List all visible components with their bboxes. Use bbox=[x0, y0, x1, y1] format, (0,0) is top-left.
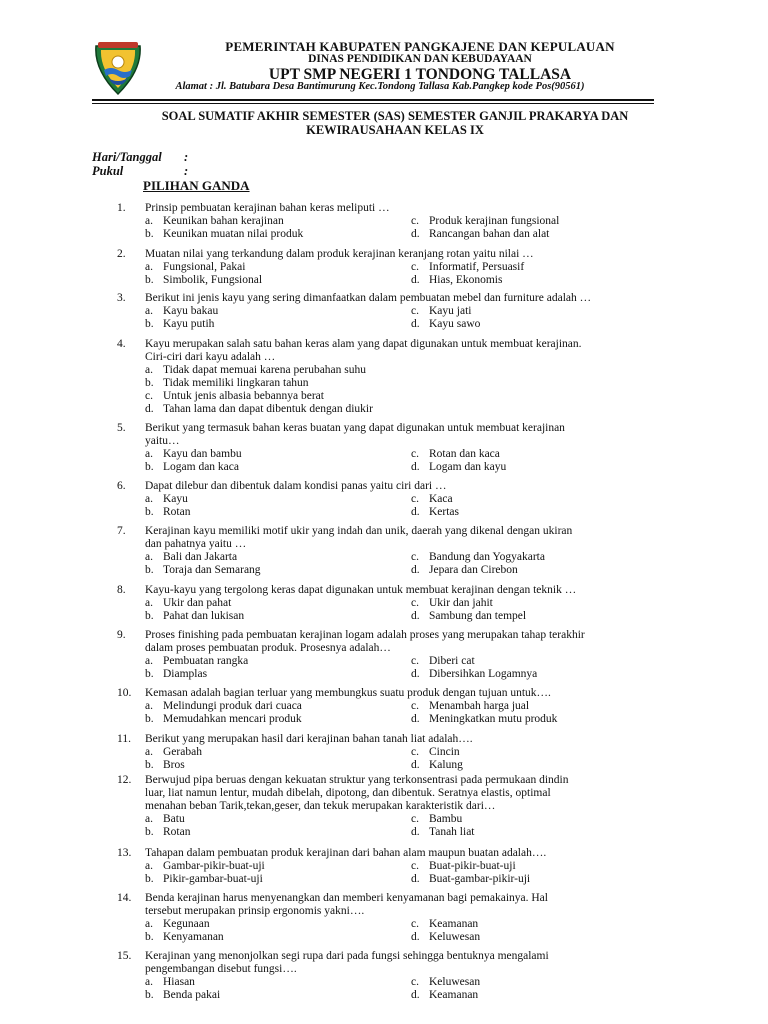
option-letter: d. bbox=[145, 403, 154, 415]
answer-option bbox=[411, 215, 559, 228]
option-text: Kertas bbox=[429, 506, 460, 518]
letterhead-department: DINAS PENDIDIKAN DAN KEBUDAYAAN bbox=[308, 53, 532, 65]
answer-option-row bbox=[145, 746, 676, 759]
option-letter: c. bbox=[145, 390, 153, 402]
letterhead-school: UPT SMP NEGERI 1 TONDONG TALLASA bbox=[268, 66, 572, 83]
answer-options bbox=[145, 746, 676, 772]
option-letter: b. bbox=[145, 506, 154, 518]
time-label: Pukul bbox=[92, 164, 124, 178]
option-letter: b. bbox=[145, 826, 154, 838]
option-letter: b. bbox=[145, 759, 154, 771]
answer-option bbox=[145, 403, 373, 416]
option-text: Melindungi produk dari cuaca bbox=[163, 700, 302, 712]
question-text-line: dan pahatnya yaitu … bbox=[145, 538, 247, 550]
answer-options bbox=[145, 448, 676, 474]
option-text: Gerabah bbox=[163, 746, 202, 758]
answer-options bbox=[145, 597, 676, 623]
question-text bbox=[145, 629, 676, 655]
letterhead-government: PEMERINTAH KABUPATEN PANGKAJENE DAN KEPULAUAN bbox=[225, 39, 615, 54]
answer-option bbox=[411, 493, 453, 506]
answer-option bbox=[411, 318, 480, 331]
question-text-line: Kayu merupakan salah satu bahan keras alam yang dapat digunakan untuk membuat kerajinan. bbox=[145, 338, 582, 350]
question-text-line: Dapat dilebur dan dibentuk dalam kondisi panas yaitu ciri dari … bbox=[145, 480, 447, 492]
answer-options bbox=[145, 261, 676, 287]
option-text: Pikir-gambar-buat-uji bbox=[163, 873, 263, 885]
answer-option-row bbox=[145, 305, 676, 318]
option-text: Kalung bbox=[429, 759, 463, 771]
answer-option-row bbox=[145, 976, 676, 989]
question-text bbox=[145, 584, 676, 597]
option-letter: c. bbox=[411, 655, 419, 667]
option-letter: a. bbox=[145, 493, 153, 505]
option-letter: a. bbox=[145, 976, 153, 988]
option-letter: a. bbox=[145, 860, 153, 872]
option-letter: d. bbox=[411, 506, 420, 518]
option-letter: c. bbox=[411, 700, 419, 712]
answer-option bbox=[411, 713, 557, 726]
question-number: 3. bbox=[117, 292, 126, 304]
answer-option bbox=[411, 700, 529, 713]
option-letter: b. bbox=[145, 610, 154, 622]
time-field bbox=[92, 164, 188, 179]
option-letter: c. bbox=[411, 551, 419, 563]
option-text: Ukir dan jahit bbox=[429, 597, 493, 609]
option-text: Kayu sawo bbox=[429, 318, 481, 330]
option-text: Bandung dan Yogyakarta bbox=[429, 551, 545, 563]
answer-option bbox=[145, 700, 302, 713]
option-text: Kayu dan bambu bbox=[163, 448, 242, 460]
question-text-line: Prinsip pembuatan kerajinan bahan keras meliputi … bbox=[145, 202, 390, 214]
exam-title-line-2: KEWIRAUSAHAAN KELAS IX bbox=[306, 123, 484, 137]
question-text-line: yaitu… bbox=[145, 435, 180, 447]
answer-option bbox=[145, 564, 261, 577]
answer-option bbox=[145, 390, 324, 403]
option-text: Keluwesan bbox=[429, 931, 481, 943]
question-number: 12. bbox=[117, 774, 132, 786]
option-letter: a. bbox=[145, 655, 153, 667]
option-letter: a. bbox=[145, 215, 153, 227]
answer-options bbox=[145, 860, 676, 886]
question-text bbox=[145, 202, 676, 215]
answer-option bbox=[145, 461, 239, 474]
question-text-line: Berikut yang termasuk bahan keras buatan yang dapat digunakan untuk membuat kerajinan bbox=[145, 422, 565, 434]
question-text-line: Benda kerajinan harus menyenangkan dan memberi kenyamanan bagi pemakainya. Hal bbox=[145, 892, 548, 904]
question-text-line: Ciri-ciri dari kayu adalah … bbox=[145, 351, 276, 363]
option-text: Bros bbox=[163, 759, 185, 771]
option-letter: c. bbox=[411, 813, 419, 825]
exam-title bbox=[92, 109, 698, 137]
exam-title-line-1: SOAL SUMATIF AKHIR SEMESTER (SAS) SEMESTER GANJIL PRAKARYA DAN bbox=[161, 109, 629, 123]
answer-option bbox=[411, 274, 502, 287]
answer-options bbox=[145, 700, 676, 726]
option-text: Kenyamanan bbox=[163, 931, 224, 943]
option-text: Rotan dan kaca bbox=[429, 448, 500, 460]
option-text: Untuk jenis albasia bebannya berat bbox=[163, 390, 324, 402]
answer-option-row bbox=[145, 551, 676, 564]
section-heading: PILIHAN GANDA bbox=[143, 178, 250, 193]
answer-option bbox=[411, 551, 545, 564]
question-text bbox=[145, 774, 676, 813]
question-text-line: Tahapan dalam pembuatan produk kerajinan dari bahan alam maupun buatan adalah…. bbox=[145, 847, 547, 859]
option-text: Cincin bbox=[429, 746, 460, 758]
option-letter: a. bbox=[145, 448, 153, 460]
option-text: Pahat dan lukisan bbox=[163, 610, 245, 622]
answer-option-row bbox=[145, 826, 676, 839]
question-text bbox=[145, 687, 676, 700]
option-text: Hiasan bbox=[163, 976, 195, 988]
question-text bbox=[145, 525, 676, 551]
option-text: Keluwesan bbox=[429, 976, 481, 988]
answer-option-row bbox=[145, 448, 676, 461]
answer-option-row bbox=[145, 700, 676, 713]
answer-option bbox=[145, 989, 220, 1002]
answer-option bbox=[411, 506, 459, 519]
question-text bbox=[145, 292, 676, 305]
option-letter: b. bbox=[145, 989, 154, 1001]
option-letter: d. bbox=[411, 873, 420, 885]
answer-option bbox=[411, 813, 462, 826]
option-letter: b. bbox=[145, 873, 154, 885]
option-text: Kayu bbox=[163, 493, 188, 505]
answer-option-row bbox=[145, 274, 676, 287]
option-letter: b. bbox=[145, 713, 154, 725]
question-number: 1. bbox=[117, 202, 126, 214]
option-text: Ukir dan pahat bbox=[163, 597, 232, 609]
answer-option-row bbox=[145, 564, 676, 577]
option-letter: c. bbox=[411, 305, 419, 317]
option-letter: d. bbox=[411, 228, 420, 240]
option-text: Jepara dan Cirebon bbox=[429, 564, 518, 576]
option-text: Buat-pikir-buat-uji bbox=[429, 860, 516, 872]
answer-option-row bbox=[145, 215, 676, 228]
option-letter: c. bbox=[411, 215, 419, 227]
option-text: Keamanan bbox=[429, 989, 479, 1001]
answer-option-row bbox=[145, 390, 676, 403]
answer-option-row bbox=[145, 668, 676, 681]
answer-option bbox=[411, 931, 480, 944]
answer-options bbox=[145, 918, 676, 944]
answer-option bbox=[145, 551, 237, 564]
option-text: Informatif, Persuasif bbox=[429, 261, 525, 273]
answer-option bbox=[145, 713, 302, 726]
option-text: Simbolik, Fungsional bbox=[163, 274, 263, 286]
option-letter: d. bbox=[411, 461, 420, 473]
question-number: 11. bbox=[117, 733, 131, 745]
answer-option bbox=[145, 377, 309, 390]
answer-option-row bbox=[145, 597, 676, 610]
option-text: Kayu putih bbox=[163, 318, 215, 330]
answer-option bbox=[145, 597, 231, 610]
answer-option bbox=[145, 860, 265, 873]
option-text: Diamplas bbox=[163, 668, 208, 680]
option-letter: b. bbox=[145, 668, 154, 680]
answer-option bbox=[411, 918, 478, 931]
answer-option bbox=[411, 564, 518, 577]
answer-option bbox=[145, 655, 248, 668]
time-colon: : bbox=[184, 164, 189, 178]
option-letter: d. bbox=[411, 564, 420, 576]
answer-options bbox=[145, 655, 676, 681]
question-text-line: tersebut merupakan prinsip ergonomis yakni…. bbox=[145, 905, 365, 917]
option-letter: b. bbox=[145, 931, 154, 943]
option-text: Tanah liat bbox=[429, 826, 475, 838]
question-number: 2. bbox=[117, 248, 126, 260]
answer-option bbox=[145, 448, 242, 461]
option-letter: b. bbox=[145, 564, 154, 576]
answer-option-row bbox=[145, 506, 676, 519]
option-letter: a. bbox=[145, 597, 153, 609]
option-letter: a. bbox=[145, 305, 153, 317]
option-letter: c. bbox=[411, 261, 419, 273]
question-text-line: Berwujud pipa beruas dengan kekuatan struktur yang terkonsentrasi pada permukaan dindin bbox=[145, 774, 569, 786]
question-text bbox=[145, 733, 676, 746]
answer-option bbox=[145, 931, 224, 944]
question-text-line: Berikut yang merupakan hasil dari kerajinan bahan tanah liat adalah…. bbox=[145, 733, 473, 745]
answer-option-row bbox=[145, 461, 676, 474]
option-text: Keamanan bbox=[429, 918, 479, 930]
answer-option bbox=[145, 746, 202, 759]
option-text: Kayu bakau bbox=[163, 305, 219, 317]
option-text: Hias, Ekonomis bbox=[429, 274, 503, 286]
option-text: Kayu jati bbox=[429, 305, 472, 317]
option-text: Rancangan bahan dan alat bbox=[429, 228, 550, 240]
answer-option-row bbox=[145, 364, 676, 377]
answer-option bbox=[411, 597, 493, 610]
option-text: Keunikan bahan kerajinan bbox=[163, 215, 284, 227]
question-number: 14. bbox=[117, 892, 132, 904]
answer-options bbox=[145, 813, 676, 839]
answer-option-row bbox=[145, 873, 676, 886]
letterhead-rule-thin bbox=[92, 103, 654, 104]
option-text: Kaca bbox=[429, 493, 453, 505]
answer-option bbox=[145, 318, 214, 331]
option-text: Tidak dapat memuai karena perubahan suhu bbox=[163, 364, 367, 376]
answer-option bbox=[145, 493, 188, 506]
answer-option-row bbox=[145, 403, 676, 416]
option-letter: c. bbox=[411, 493, 419, 505]
question-text bbox=[145, 950, 676, 976]
day-date-label: Hari/Tanggal bbox=[92, 150, 162, 164]
answer-options bbox=[145, 493, 676, 519]
option-text: Tidak memiliki lingkaran tahun bbox=[163, 377, 309, 389]
option-text: Produk kerajinan fungsional bbox=[429, 215, 560, 227]
option-text: Keunikan muatan nilai produk bbox=[163, 228, 304, 240]
option-letter: a. bbox=[145, 551, 153, 563]
option-text: Diberi cat bbox=[429, 655, 475, 667]
option-text: Memudahkan mencari produk bbox=[163, 713, 302, 725]
answer-options bbox=[145, 551, 676, 577]
answer-option bbox=[411, 860, 516, 873]
option-text: Dibersihkan Logamnya bbox=[429, 668, 538, 680]
option-text: Buat-gambar-pikir-uji bbox=[429, 873, 531, 885]
option-letter: c. bbox=[411, 976, 419, 988]
question-number: 5. bbox=[117, 422, 126, 434]
answer-option bbox=[145, 274, 262, 287]
answer-option bbox=[145, 873, 263, 886]
question-text-line: Berikut ini jenis kayu yang sering dimanfaatkan dalam pembuatan mebel dan furniture adalah … bbox=[145, 292, 592, 304]
answer-option-row bbox=[145, 493, 676, 506]
answer-option bbox=[145, 261, 245, 274]
answer-option-row bbox=[145, 759, 676, 772]
option-letter: d. bbox=[411, 759, 420, 771]
answer-options bbox=[145, 305, 676, 331]
option-letter: d. bbox=[411, 274, 420, 286]
option-letter: c. bbox=[411, 597, 419, 609]
answer-option bbox=[411, 448, 500, 461]
question-number: 6. bbox=[117, 480, 126, 492]
answer-options bbox=[145, 215, 676, 241]
answer-option bbox=[411, 989, 478, 1002]
question-text bbox=[145, 422, 676, 448]
answer-option-row bbox=[145, 931, 676, 944]
option-letter: d. bbox=[411, 989, 420, 1001]
answer-option-row bbox=[145, 318, 676, 331]
option-letter: a. bbox=[145, 918, 153, 930]
option-text: Pembuatan rangka bbox=[163, 655, 249, 667]
option-letter: b. bbox=[145, 318, 154, 330]
answer-option bbox=[145, 976, 195, 989]
option-letter: d. bbox=[411, 318, 420, 330]
answer-option bbox=[411, 305, 471, 318]
answer-option bbox=[411, 610, 526, 623]
answer-option bbox=[145, 215, 284, 228]
answer-option-row bbox=[145, 610, 676, 623]
option-letter: d. bbox=[411, 931, 420, 943]
question-number: 10. bbox=[117, 687, 132, 699]
answer-option bbox=[411, 746, 460, 759]
option-letter: b. bbox=[145, 274, 154, 286]
option-letter: a. bbox=[145, 261, 153, 273]
option-text: Bali dan Jakarta bbox=[163, 551, 238, 563]
option-letter: a. bbox=[145, 746, 153, 758]
option-letter: a. bbox=[145, 364, 153, 376]
answer-option-row bbox=[145, 377, 676, 390]
option-letter: d. bbox=[411, 668, 420, 680]
option-text: Menambah harga jual bbox=[429, 700, 530, 712]
option-letter: d. bbox=[411, 610, 420, 622]
question-text-line: menahan beban Tarik,tekan,geser, dan tekuk merupakan karakteristik dari… bbox=[145, 800, 496, 812]
option-text: Batu bbox=[163, 813, 185, 825]
option-text: Logam dan kaca bbox=[163, 461, 239, 473]
answer-option-row bbox=[145, 813, 676, 826]
question-text-line: pengembangan disebut fungsi…. bbox=[145, 963, 297, 975]
option-letter: d. bbox=[411, 713, 420, 725]
question-text-line: Kerajinan yang menonjolkan segi rupa dari pada fungsi sehingga bentuknya mengalami bbox=[145, 950, 549, 962]
option-letter: c. bbox=[411, 860, 419, 872]
answer-option bbox=[411, 668, 537, 681]
answer-option bbox=[145, 506, 190, 519]
option-letter: c. bbox=[411, 746, 419, 758]
option-text: Tahan lama dan dapat dibentuk dengan diukir bbox=[163, 403, 373, 415]
question-number: 8. bbox=[117, 584, 126, 596]
question-text-line: luar, liat namun lentur, mudah dibelah, dipotong, dan dibentuk. Seratnya elastis, optimal bbox=[145, 787, 551, 799]
answer-options bbox=[145, 364, 676, 416]
answer-option-row bbox=[145, 989, 676, 1002]
option-letter: b. bbox=[145, 228, 154, 240]
answer-option-row bbox=[145, 655, 676, 668]
question-number: 7. bbox=[117, 525, 126, 537]
answer-option bbox=[411, 228, 549, 241]
answer-option-row bbox=[145, 261, 676, 274]
day-date-colon: : bbox=[184, 150, 189, 164]
question-text-line: dalam proses pembuatan produk. Prosesnya adalah… bbox=[145, 642, 391, 654]
letterhead-address: Alamat : Jl. Batubara Desa Bantimurung Kec.Tondong Tallasa Kab.Pangkep kode Pos(90561) bbox=[175, 81, 585, 92]
option-text: Benda pakai bbox=[163, 989, 221, 1001]
question-number: 4. bbox=[117, 338, 126, 350]
option-letter: c. bbox=[411, 448, 419, 460]
question-number: 15. bbox=[117, 950, 132, 962]
option-text: Bambu bbox=[429, 813, 463, 825]
option-letter: d. bbox=[411, 826, 420, 838]
option-text: Sambung dan tempel bbox=[429, 610, 527, 622]
option-text: Logam dan kayu bbox=[429, 461, 507, 473]
answer-option bbox=[411, 655, 475, 668]
question-number: 13. bbox=[117, 847, 132, 859]
question-text-line: Kerajinan kayu memiliki motif ukir yang indah dan unik, daerah yang dikenal dengan ukiran bbox=[145, 525, 573, 537]
option-text: Toraja dan Semarang bbox=[163, 564, 261, 576]
option-text: Fungsional, Pakai bbox=[163, 261, 246, 273]
answer-option-row bbox=[145, 860, 676, 873]
question-text bbox=[145, 480, 676, 493]
answer-option-row bbox=[145, 918, 676, 931]
answer-option bbox=[145, 826, 190, 839]
answer-options bbox=[145, 976, 676, 1002]
option-letter: a. bbox=[145, 700, 153, 712]
answer-option-row bbox=[145, 228, 676, 241]
answer-option-row bbox=[145, 713, 676, 726]
answer-option bbox=[411, 873, 530, 886]
question-text bbox=[145, 248, 676, 261]
option-text: Kegunaan bbox=[163, 918, 210, 930]
answer-option bbox=[411, 976, 480, 989]
answer-option bbox=[145, 228, 303, 241]
question-number: 9. bbox=[117, 629, 126, 641]
answer-option bbox=[411, 759, 463, 772]
answer-option bbox=[411, 461, 506, 474]
option-letter: c. bbox=[411, 918, 419, 930]
answer-option bbox=[411, 826, 475, 839]
option-letter: b. bbox=[145, 461, 154, 473]
question-text bbox=[145, 892, 676, 918]
answer-option bbox=[145, 610, 244, 623]
question-text-line: Kemasan adalah bagian terluar yang membungkus suatu produk dengan tujuan untuk…. bbox=[145, 687, 551, 699]
question-text bbox=[145, 338, 676, 364]
answer-option bbox=[145, 305, 218, 318]
option-letter: b. bbox=[145, 377, 154, 389]
day-date-field bbox=[92, 150, 188, 165]
option-text: Gambar-pikir-buat-uji bbox=[163, 860, 265, 872]
answer-option bbox=[145, 759, 185, 772]
question-text-line: Kayu-kayu yang tergolong keras dapat digunakan untuk membuat kerajinan dengan teknik … bbox=[145, 584, 577, 596]
answer-option bbox=[145, 364, 366, 377]
option-text: Meningkatkan mutu produk bbox=[429, 713, 558, 725]
question-text-line: Proses finishing pada pembuatan kerajinan logam adalah proses yang merupakan tahap terakhir bbox=[145, 629, 585, 641]
question-text-line: Muatan nilai yang terkandung dalam produk kerajinan keranjang rotan yaitu nilai … bbox=[145, 248, 534, 260]
answer-option bbox=[145, 813, 185, 826]
answer-option bbox=[411, 261, 524, 274]
option-text: Rotan bbox=[163, 826, 191, 838]
question-text bbox=[145, 847, 676, 860]
letterhead-rule-thick bbox=[92, 99, 654, 101]
answer-option bbox=[145, 668, 207, 681]
option-text: Rotan bbox=[163, 506, 191, 518]
answer-option bbox=[145, 918, 210, 931]
option-letter: a. bbox=[145, 813, 153, 825]
